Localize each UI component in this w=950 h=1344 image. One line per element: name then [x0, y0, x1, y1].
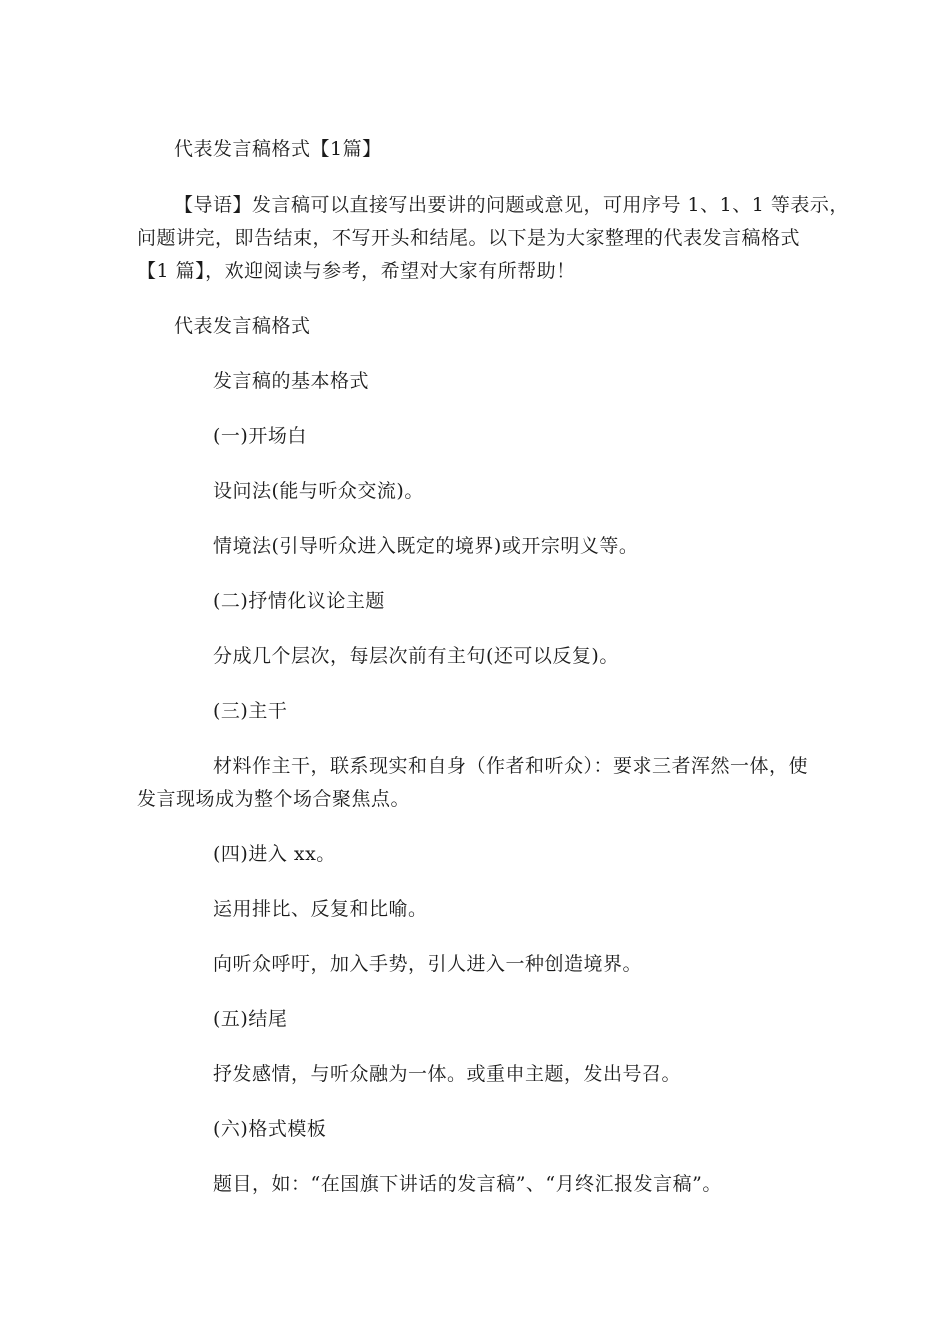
- section-2-paragraph-1: 分成几个层次，每层次前有主句(还可以反复)。: [213, 645, 619, 667]
- section-6-paragraph-1: 题目，如：“在国旗下讲话的发言稿”、“月终汇报发言稿”。: [213, 1173, 722, 1195]
- section-4-paragraph-1: 运用排比、反复和比喻。: [213, 898, 428, 920]
- section-1-paragraph-1: 设问法(能与听众交流)。: [213, 480, 424, 502]
- section-4-heading: (四)进入 xx。: [213, 843, 336, 865]
- section-5-heading: (五)结尾: [213, 1008, 288, 1030]
- section-6-heading: (六)格式模板: [213, 1118, 327, 1140]
- subtitle: 代表发言稿格式: [174, 315, 311, 337]
- intro-line-1: 【导语】发言稿可以直接写出要讲的问题或意见，可用序号 1、1、1 等表示，: [174, 194, 849, 216]
- section-3-paragraph-1-line-1: 材料作主干，联系现实和自身（作者和听众）：要求三者浑然一体，使: [213, 755, 809, 777]
- section-1-heading: (一)开场白: [213, 425, 307, 447]
- section-1-paragraph-2: 情境法(引导听众进入既定的境界)或开宗明义等。: [213, 535, 639, 557]
- section-2-heading: (二)抒情化议论主题: [213, 590, 385, 612]
- basic-format-heading: 发言稿的基本格式: [213, 370, 370, 392]
- intro-line-3: 【1 篇】，欢迎阅读与参考，希望对大家有所帮助！: [137, 260, 576, 282]
- section-4-paragraph-2: 向听众呼吁，加入手势，引人进入一种创造境界。: [213, 953, 643, 975]
- section-5-paragraph-1: 抒发感情，与听众融为一体。或重申主题，发出号召。: [213, 1063, 682, 1085]
- section-3-heading: (三)主干: [213, 700, 288, 722]
- intro-line-2: 问题讲完，即告结束，不写开头和结尾。以下是为大家整理的代表发言稿格式: [137, 227, 801, 249]
- document-title: 代表发言稿格式【1篇】: [174, 138, 382, 160]
- section-3-paragraph-1-line-2: 发言现场成为整个场合聚焦点。: [137, 788, 411, 810]
